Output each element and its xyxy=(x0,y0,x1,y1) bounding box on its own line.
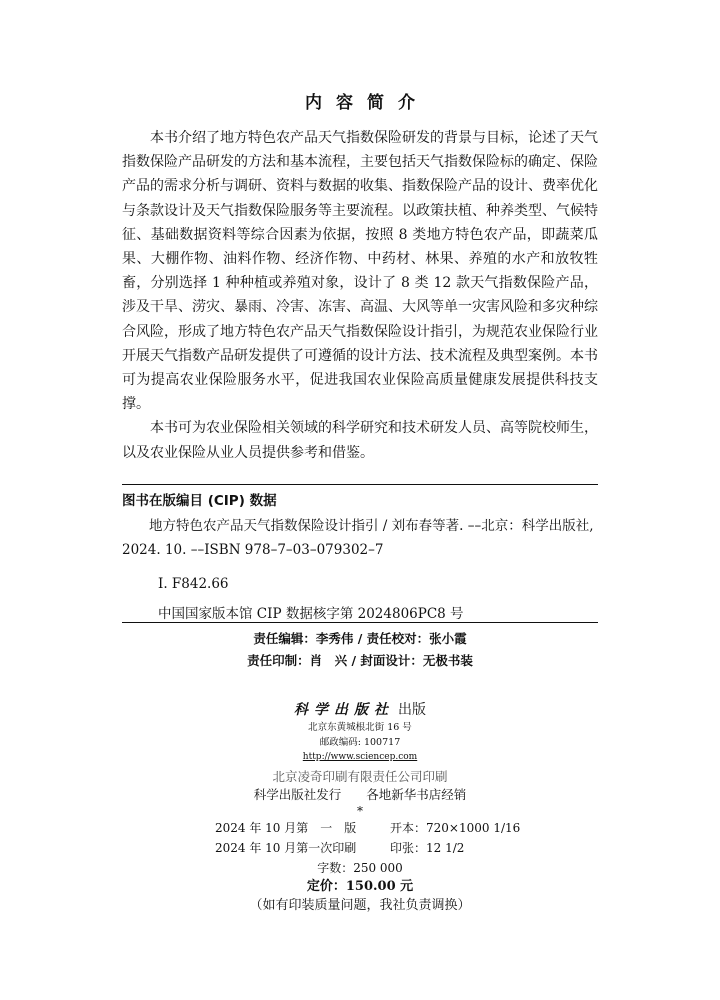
credits-editors: 责任编辑：李秀伟 / 责任校对：张小霞 xyxy=(253,631,467,646)
specs-block xyxy=(0,818,720,916)
cip-description: 地方特色农产品天气指数保险设计指引 / 刘布春等著. ––北京：科学出版社, 2024. 10. ––ISBN 978–7–03–079302–7 xyxy=(122,518,594,558)
divider-top xyxy=(122,484,598,485)
publisher-address: 北京东黄城根北街 16 号 xyxy=(308,722,412,733)
credits-block xyxy=(0,628,720,672)
cip-block xyxy=(122,490,598,624)
separator-asterisk: * xyxy=(357,804,363,818)
publisher-block xyxy=(0,700,720,818)
spec-edition: 2024 年 10 月第 一 版 xyxy=(215,821,357,835)
spec-row xyxy=(0,838,720,858)
cip-record-number: 中国国家版本馆 CIP 数据核字第 2024806PC8 号 xyxy=(158,606,464,622)
publisher-name xyxy=(0,700,720,720)
publisher-logo-text: 科学出版社 xyxy=(294,702,394,718)
publisher-postcode: 邮政编码: 100717 xyxy=(319,737,401,748)
divider-bottom xyxy=(122,622,598,623)
abstract-paragraph: 本书介绍了地方特色农产品天气指数保险研发的背景与目标，论述了天气指数保险产品研发的方法和基本流程，主要包括天气指数保险标的确定、保险产品的需求分析与调研、资料与数据的收集、指数保险产品的设计、费率优化与条款设计及天气指数保险服务等主要流程。以政策扶植、种养类型、气候特征、基础数据资料等综合因素为依据，按照 8 类地方特色农产品，即蔬菜瓜果、大棚作物、油料作物、经济作物、中药材、林果、养殖的水产和放牧牲畜，分别选择 1 种种植或养殖对象，设计了 8 类 12 款天气指数保险产品，涉及干旱、涝灾、暴雨、冷害、冻害、高温、大风等单一灾害风险和多灾种综合风险，形成了地方特色农产品天气指数保险设计指引，为规范农业保险行业开展天气指数产品研发提供了可遵循的设计方法、技术流程及典型案例。本书可为提高农业保险服务水平，促进我国农业保险高质量健康发展提供科技支撑。 xyxy=(122,130,598,413)
cip-heading: 图书在版编目 (CIP) 数据 xyxy=(122,493,277,509)
page-title: 内容简介 xyxy=(305,93,429,113)
cip-classification: Ⅰ. F842.66 xyxy=(158,576,229,592)
spec-printing: 2024 年 10 月第一次印刷 xyxy=(215,841,357,855)
printer-line: 北京凌奇印刷有限责任公司印刷 xyxy=(272,769,448,784)
distributor-line: 科学出版社发行 各地新华书店经销 xyxy=(253,787,467,802)
spec-price: 定价：150.00 元 xyxy=(306,879,414,894)
spec-format: 开本：720×1000 1/16 xyxy=(390,821,521,835)
spec-word-count: 字数：250 000 xyxy=(317,861,403,875)
publisher-suffix: 出版 xyxy=(398,702,426,718)
abstract-paragraph: 本书可为农业保险相关领域的科学研究和技术研发人员、高等院校师生，以及农业保险从业人员提供参考和借鉴。 xyxy=(122,420,598,461)
publisher-url[interactable]: http://www.sciencep.com xyxy=(302,752,418,762)
spec-sheets: 印张：12 1/2 xyxy=(390,841,465,855)
spec-row xyxy=(0,818,720,838)
spec-note: （如有印装质量问题，我社负责调换） xyxy=(249,898,471,913)
credits-production: 责任印制：肖 兴 / 封面设计：无极书装 xyxy=(247,653,473,668)
abstract-section xyxy=(122,126,598,465)
